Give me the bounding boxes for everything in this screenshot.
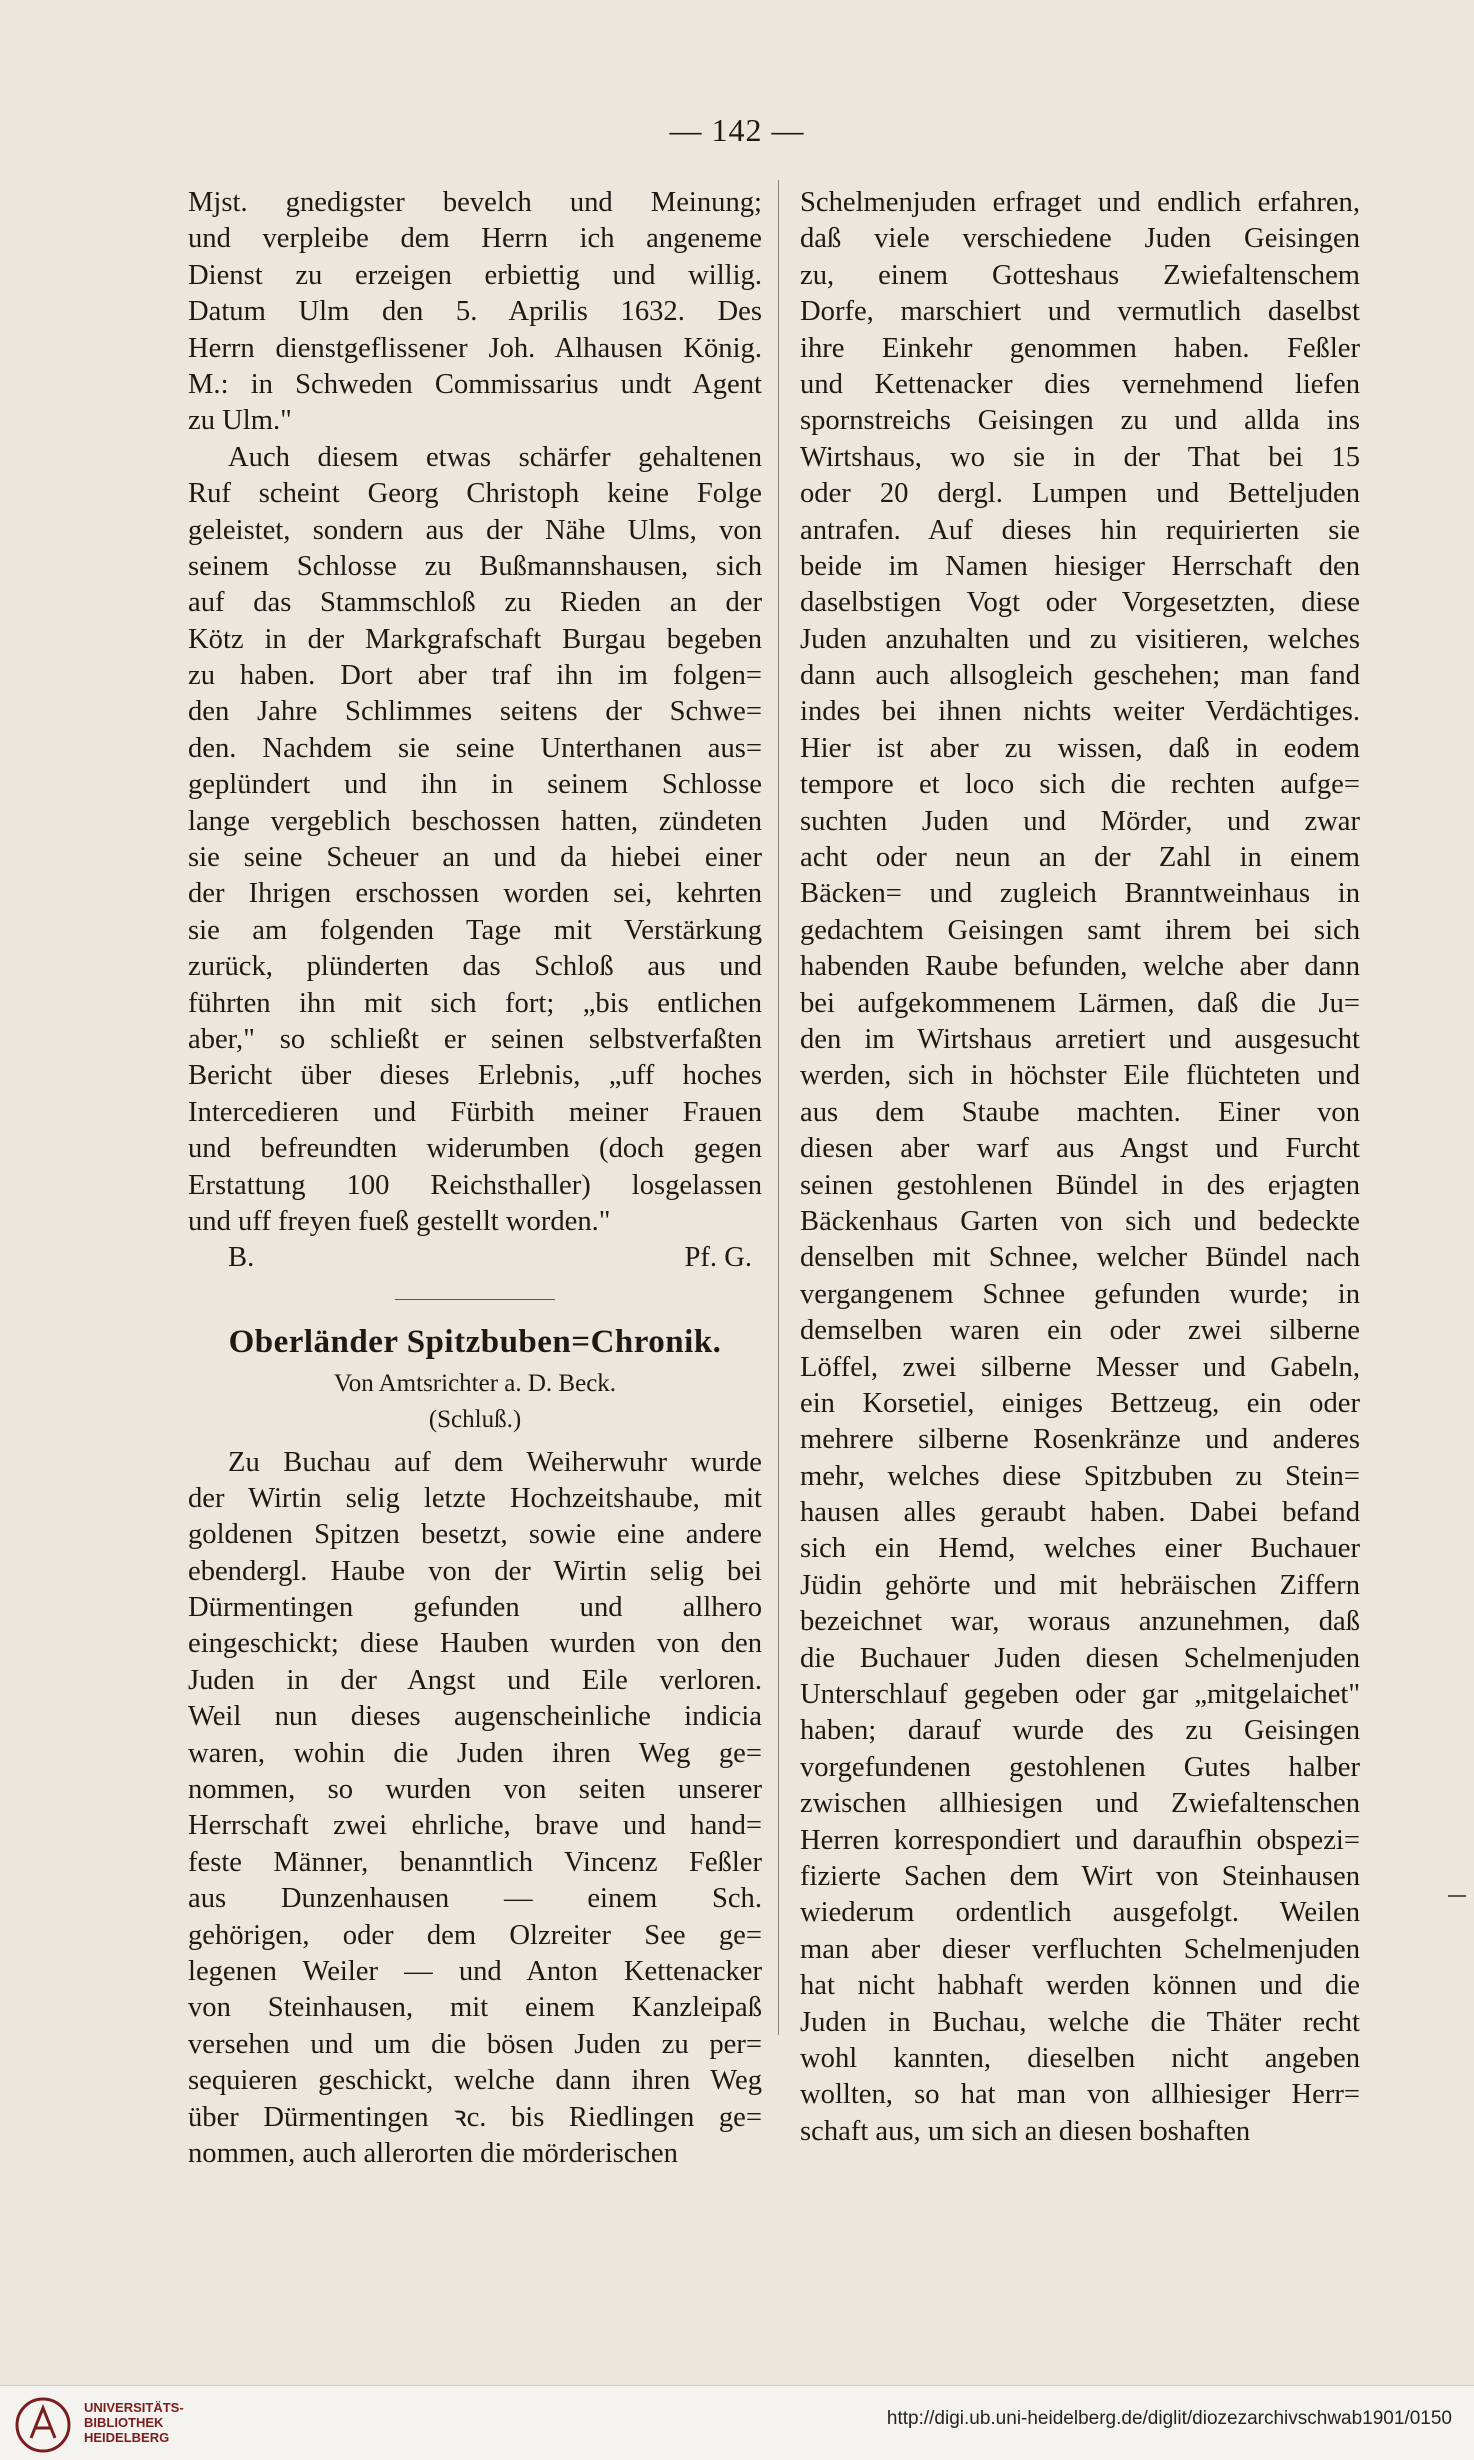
text-line: Hier ist aber zu wissen, daß in eodem <box>800 732 1360 764</box>
text-line: und Kettenacker dies vernehmend liefen <box>800 368 1360 400</box>
text-line: schaft aus, um sich an diesen boshaften <box>800 2115 1251 2147</box>
text-line: M.: in Schweden Commissarius undt Agent <box>188 368 762 400</box>
paragraph-right-continued <box>800 185 1360 2150</box>
text-line: gedachtem Geisingen samt ihrem bei sich <box>800 914 1360 946</box>
text-line: Unterschlauf gegeben oder gar „mitgelaichet" <box>800 1679 1360 1711</box>
page-number: — 142 — <box>669 112 805 148</box>
text-line: waren, wohin die Juden ihren Weg ge= <box>188 1737 762 1769</box>
library-name-line: BIBLIOTHEK <box>84 2415 164 2430</box>
text-line: Bäckenhaus Garten von sich und bedeckte <box>800 1205 1360 1237</box>
text-line: daselbstigen Vogt oder Vorgesetzten, diese <box>800 587 1360 619</box>
text-line: fizierte Sachen dem Wirt von Steinhausen <box>800 1860 1360 1892</box>
text-line: Dorfe, marschiert und vermutlich daselbst <box>800 296 1360 328</box>
text-line: führten ihn mit sich fort; „bis entlichen <box>188 987 762 1019</box>
article-heading: Oberländer Spitzbuben=Chronik. <box>228 1323 722 1360</box>
text-line: legenen Weiler — und Anton Kettenacker <box>188 1955 762 1987</box>
text-line: oder 20 dergl. Lumpen und Betteljuden <box>800 478 1360 510</box>
signature-author: Pf. G. <box>684 1242 752 1274</box>
text-line: Ruf scheint Georg Christoph keine Folge <box>188 478 762 510</box>
text-line: Juden anzuhalten und zu visitieren, welches <box>800 623 1360 655</box>
text-line: beide im Namen hiesiger Herrschaft den <box>800 550 1360 582</box>
text-line: zu, einem Gotteshaus Zwiefaltenschem <box>800 259 1360 291</box>
text-line: eingeschickt; diese Hauben wurden von den <box>188 1628 762 1660</box>
text-line: lange vergeblich beschossen hatten, zündeten <box>188 805 762 837</box>
text-line: Wirtshaus, wo sie in der That bei 15 <box>800 441 1360 473</box>
text-line: spornstreichs Geisingen zu und allda ins <box>800 405 1360 437</box>
signature-line <box>188 1240 762 1276</box>
text-line: mehr, welches diese Spitzbuben zu Stein= <box>800 1460 1360 1492</box>
text-line: demselben waren ein oder zwei silberne <box>800 1315 1360 1347</box>
text-line: dann auch allsogleich geschehen; man fand <box>800 660 1360 692</box>
text-line: Schelmenjuden erfraget und endlich erfahren, <box>800 187 1360 218</box>
text-line: suchten Juden und Mörder, und zwar <box>800 805 1360 837</box>
text-line: Herren korrespondiert und daraufhin obspezi= <box>800 1824 1360 1856</box>
text-line: man aber dieser verfluchten Schelmenjuden <box>800 1933 1360 1965</box>
text-line: die Buchauer Juden diesen Schelmenjuden <box>800 1642 1360 1674</box>
text-line: hat nicht habhaft werden können und die <box>800 1970 1360 2002</box>
text-line: antrafen. Auf dieses hin requirierten sie <box>800 514 1360 546</box>
library-footer <box>0 2385 1474 2460</box>
text-line: werden, sich in höchster Eile flüchteten und <box>800 1060 1360 1092</box>
text-line: Kötz in der Markgrafschaft Burgau begeben <box>188 623 762 655</box>
text-line: über Dürmentingen ꝛc. bis Riedlingen ge= <box>188 2101 762 2133</box>
text-line: tempore et loco sich die rechten aufge= <box>800 769 1360 801</box>
text-line: Löffel, zwei silberne Messer und Gabeln, <box>800 1351 1360 1383</box>
text-line: daß viele verschiedene Juden Geisingen <box>800 223 1360 255</box>
text-line: Mjst. gnedigster bevelch und Meinung; <box>188 187 762 218</box>
paragraph-georg-christoph <box>188 440 762 1241</box>
text-line: Herrschaft zwei ehrliche, brave und hand= <box>188 1810 762 1842</box>
text-line: Bäcken= und zugleich Branntweinhaus in <box>800 878 1360 910</box>
library-name <box>84 2400 184 2445</box>
text-line: mehrere silberne Rosenkränze und anderes <box>800 1424 1360 1456</box>
source-url-link[interactable]: http://digi.ub.uni-heidelberg.de/diglit/diozezarchivschwab1901/0150 <box>886 2408 1452 2429</box>
text-line: ebendergl. Haube von der Wirtin selig bei <box>188 1555 762 1587</box>
right-column <box>800 185 1360 2150</box>
text-line: Erstattung 100 Reichsthaller) losgelassen <box>188 1169 762 1201</box>
signature-initial: B. <box>228 1242 255 1274</box>
text-line: indes bei ihnen nichts weiter Verdächtiges. <box>800 696 1360 728</box>
text-line: von Steinhausen, mit einem Kanzleipaß <box>188 1992 762 2024</box>
text-line: vergangenem Schnee gefunden wurde; in <box>800 1278 1360 1310</box>
text-line: und uff freyen fueß gestellt worden." <box>188 1205 611 1237</box>
text-line: denselben mit Schnee, welcher Bündel nach <box>800 1242 1360 1274</box>
text-line: den. Nachdem sie seine Unterthanen aus= <box>188 732 762 764</box>
text-line: aus Dunzenhausen — einem Sch. <box>188 1883 762 1915</box>
text-line: und befreundten widerumben (doch gegen <box>188 1133 762 1165</box>
text-line: nommen, so wurden von seiten unserer <box>188 1774 762 1806</box>
text-line: vorgefundenen gestohlenen Gutes halber <box>800 1751 1360 1783</box>
text-line: den Jahre Schlimmes seitens der Schwe= <box>188 696 762 728</box>
text-line: wiederum ordentlich ausgefolgt. Weilen <box>800 1897 1360 1929</box>
text-line: wohl kannten, dieselben nicht angeben <box>800 2042 1360 2074</box>
text-line: zurück, plünderten das Schloß aus und <box>188 951 762 983</box>
text-line: haben; darauf wurde des zu Geisingen <box>800 1715 1360 1747</box>
text-line: versehen und um die bösen Juden zu per= <box>188 2028 762 2060</box>
library-name-line: UNIVERSITÄTS- <box>84 2400 184 2415</box>
text-line: Weil nun dieses augenscheinliche indicia <box>188 1701 762 1733</box>
text-line: sich ein Hemd, welches einer Buchauer <box>800 1533 1360 1565</box>
text-line: zu haben. Dort aber traf ihn im folgen= <box>188 660 762 692</box>
paragraph-buchau <box>188 1445 762 2173</box>
article-byline: Von Amtsrichter a. D. Beck. <box>333 1369 617 1397</box>
text-line: auf das Stammschloß zu Rieden an der <box>188 587 762 619</box>
text-line: hausen alles geraubt haben. Dabei befand <box>800 1497 1360 1529</box>
text-line: Juden in Buchau, welche die Thäter recht <box>800 2006 1360 2038</box>
text-line: seinem Schlosse zu Bußmannshausen, sich <box>188 550 762 582</box>
text-line: den im Wirtshaus arretiert und ausgesucht <box>800 1023 1360 1055</box>
university-seal-icon <box>14 2396 74 2454</box>
text-line: Dürmentingen gefunden und allhero <box>188 1592 762 1624</box>
text-line: diesen aber warf aus Angst und Furcht <box>800 1133 1360 1165</box>
article-continuation: (Schluß.) <box>428 1406 522 1434</box>
left-column <box>188 185 762 2172</box>
margin-mark <box>1448 1895 1466 1897</box>
text-line: geleistet, sondern aus der Nähe Ulms, von <box>188 514 762 546</box>
text-line: Juden in der Angst und Eile verloren. <box>188 1664 762 1696</box>
text-line: Zu Buchau auf dem Weiherwuhr wurde <box>228 1446 762 1478</box>
text-line: aber," so schließt er seinen selbstverfaßten <box>188 1023 762 1055</box>
text-line: habenden Raube befunden, welche aber dann <box>800 951 1360 983</box>
text-line: seinen gestohlenen Bündel in des erjagten <box>800 1169 1360 1201</box>
text-line: gehörigen, oder dem Olzreiter See ge= <box>188 1919 762 1951</box>
text-line: zu Ulm." <box>188 405 292 437</box>
text-line: wollten, so hat man von allhiesiger Herr= <box>800 2079 1360 2111</box>
text-line: geplündert und ihn in seinem Schlosse <box>188 769 762 801</box>
text-line: Dienst zu erzeigen erbiettig und willig. <box>188 259 762 291</box>
column-rule <box>778 180 779 2035</box>
text-line: ihre Einkehr genommen haben. Feßler <box>800 332 1360 364</box>
text-line: bei aufgekommenem Lärmen, daß die Ju= <box>800 987 1360 1019</box>
text-line: Datum Ulm den 5. Aprilis 1632. Des <box>188 296 762 328</box>
text-line: Intercedieren und Fürbith meiner Frauen <box>188 1096 762 1128</box>
library-name-line: HEIDELBERG <box>84 2430 170 2445</box>
text-line: ein Korsetiel, einiges Bettzeug, ein oder <box>800 1387 1360 1419</box>
text-line: der Ihrigen erschossen worden sei, kehrten <box>188 878 762 910</box>
text-line: sequieren geschickt, welche dann ihren Weg <box>188 2065 762 2097</box>
text-line: Auch diesem etwas schärfer gehaltenen <box>228 441 762 473</box>
text-line: Herrn dienstgeflissener Joh. Alhausen König. <box>188 332 762 364</box>
text-line: Bericht über dieses Erlebnis, „uff hoches <box>188 1060 762 1092</box>
text-line: acht oder neun an der Zahl in einem <box>800 842 1360 874</box>
text-line: goldenen Spitzen besetzt, sowie eine andere <box>188 1519 762 1551</box>
text-line: nommen, auch allerorten die mörderischen <box>188 2137 678 2169</box>
text-line: der Wirtin selig letzte Hochzeitshaube, mit <box>188 1482 762 1514</box>
paragraph-letter-end <box>188 185 762 440</box>
text-line: feste Männer, benanntlich Vincenz Feßler <box>188 1846 762 1878</box>
text-line: Jüdin gehörte und mit hebräischen Ziffern <box>800 1569 1360 1601</box>
section-divider <box>395 1299 555 1300</box>
text-line: sie seine Scheuer an und da hiebei einer <box>188 842 762 874</box>
text-line: zwischen allhiesigen und Zwiefaltenschen <box>800 1788 1360 1820</box>
text-line: bezeichnet war, woraus anzunehmen, daß <box>800 1606 1360 1638</box>
text-line: sie am folgenden Tage mit Verstärkung <box>188 914 762 946</box>
text-line: aus dem Staube machten. Einer von <box>800 1096 1360 1128</box>
text-line: und verpleibe dem Herrn ich angeneme <box>188 223 762 255</box>
